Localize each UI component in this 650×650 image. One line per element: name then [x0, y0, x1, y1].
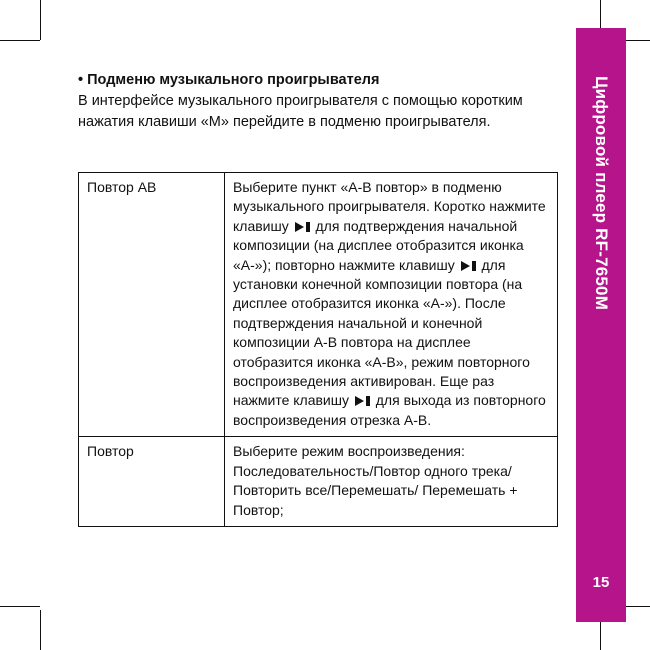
- table-row: [79, 173, 558, 437]
- setting-description: Выберите режим воспроизведения: Последовательность/Повтор одного трека/Повторить все/Перемешать/ Перемешать + Повтор;: [225, 437, 558, 527]
- setting-name: Повтор AB: [79, 173, 225, 437]
- section-heading: • Подменю музыкального проигрывателя: [78, 72, 380, 88]
- settings-table: [78, 172, 558, 527]
- setting-description: [225, 173, 558, 437]
- play-pause-icon: [461, 261, 476, 271]
- crop-mark: [0, 606, 40, 607]
- side-tab: [576, 28, 626, 622]
- section-intro: В интерфейсе музыкального проигрывателя с помощью коротким нажатия клавиши «М» перейдите в подменю проигрывателя.: [78, 93, 523, 130]
- description-text: для выхода из повторного воспроизведения отрезка A-B.: [233, 392, 546, 428]
- section: [78, 70, 558, 133]
- crop-mark: [0, 40, 40, 41]
- table-row: [79, 437, 558, 527]
- play-pause-icon: [295, 222, 310, 232]
- setting-name: Повтор: [79, 437, 225, 527]
- crop-mark: [40, 610, 41, 650]
- page-number: 15: [592, 574, 610, 591]
- description-text: Выберите пункт «A-B повтор» в подменю музыкального проигрывателя. Коротко нажмите клавишу: [233, 179, 546, 234]
- product-title: Цифровой плеер RF-7650M: [592, 76, 611, 311]
- description-text: для установки конечной композиции повтора (на дисплее отобразится иконка «A-»). После подтверждения начальной и конечной композиции A-B повтора на дисплее отобразится иконка «A-B», режим повторного воспроизведения активирован. Еще раз нажмите клавишу: [233, 256, 530, 409]
- play-pause-icon: [355, 396, 370, 406]
- description-text: для подтверждения начальной композиции (на дисплее отобразится иконка «A-»); повторно нажмите клавишу: [233, 217, 524, 273]
- crop-mark: [40, 0, 41, 40]
